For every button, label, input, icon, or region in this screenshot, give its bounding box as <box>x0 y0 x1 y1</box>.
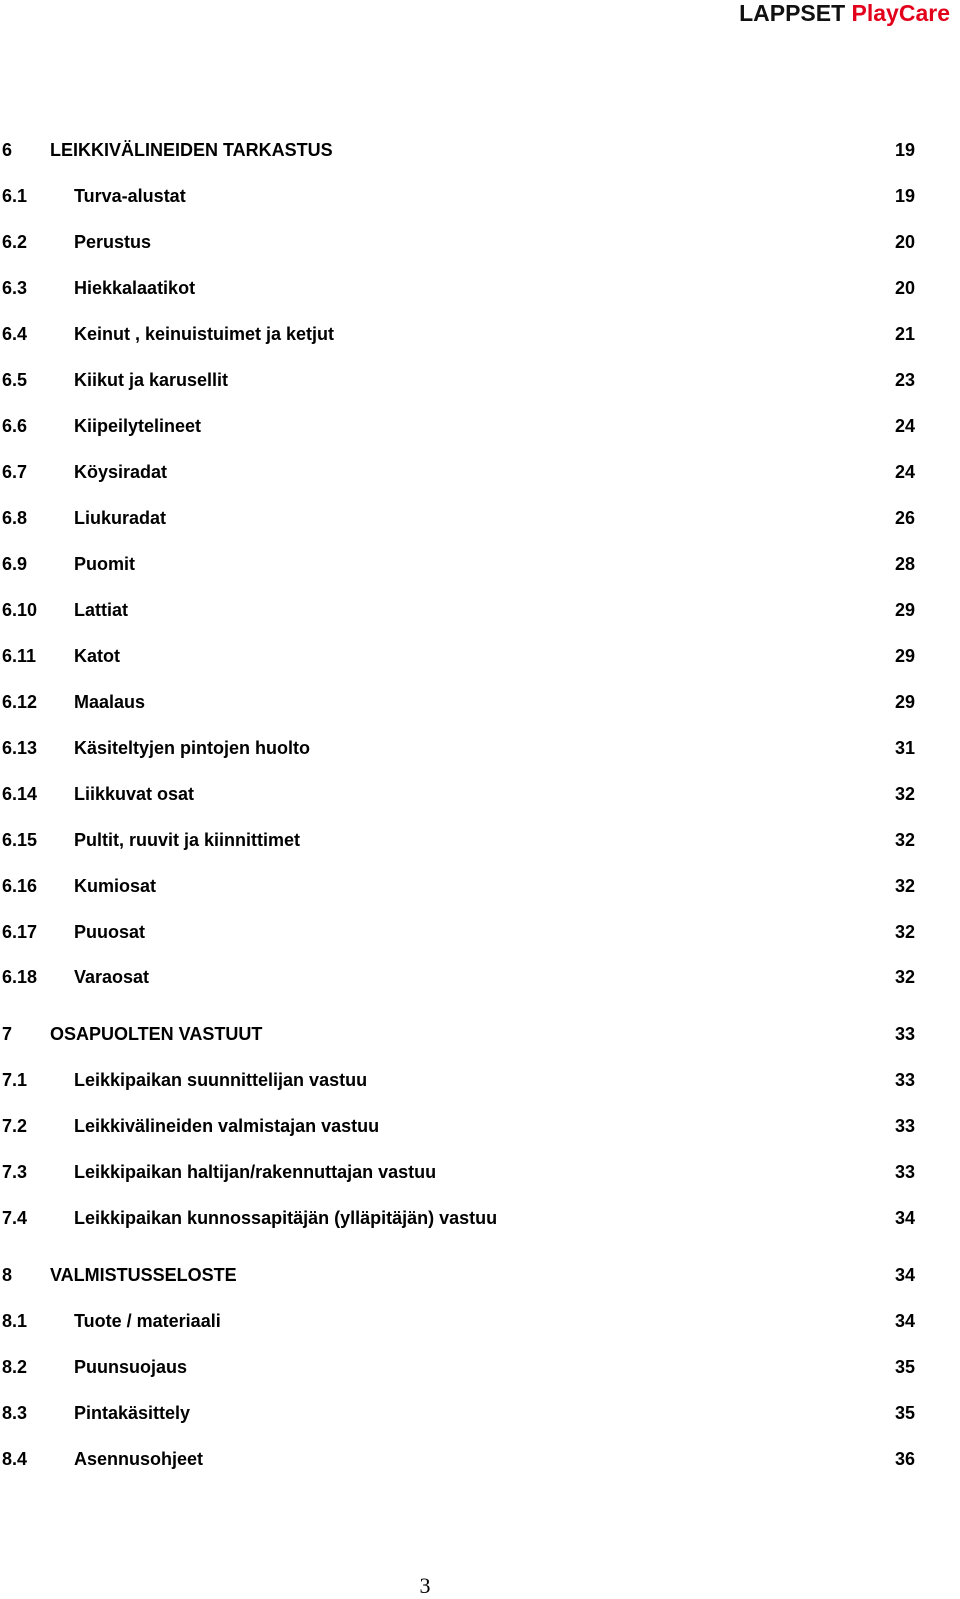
toc-entry-number: 6.5 <box>2 370 28 390</box>
toc-section-row[interactable] <box>0 781 920 807</box>
toc-entry-title: Liukuradat <box>74 508 167 528</box>
toc-entry-page: 24 <box>894 462 915 482</box>
toc-section-row[interactable] <box>0 919 920 945</box>
brand-name-lappset: LAPPSET <box>739 0 846 26</box>
toc-entry-page: 19 <box>894 186 915 206</box>
toc-entry-page: 32 <box>894 830 915 850</box>
toc-entry-number: 6.12 <box>2 692 38 712</box>
toc-entry-number: 7 <box>2 1024 13 1044</box>
toc-entry-page: 35 <box>894 1403 915 1423</box>
toc-entry-number: 6.18 <box>2 967 38 987</box>
toc-entry-number: 6.9 <box>2 554 28 574</box>
toc-entry-number: 6.1 <box>2 186 28 206</box>
toc-entry-number: 6.17 <box>2 922 38 942</box>
toc-entry-page: 32 <box>894 922 915 942</box>
toc-entry-title: Turva-alustat <box>74 186 186 206</box>
toc-entry-title: Leikkivälineiden valmistajan vastuu <box>74 1116 380 1136</box>
toc-entry-title: Leikkipaikan kunnossapitäjän (ylläpitäjän) vastuu <box>74 1208 498 1228</box>
toc-section-row[interactable] <box>0 551 920 577</box>
toc-chapter-row[interactable] <box>0 137 920 163</box>
toc-entry-number: 6.7 <box>2 462 28 482</box>
toc-section-row[interactable] <box>0 689 920 715</box>
toc-section-row[interactable] <box>0 183 920 209</box>
toc-entry-title: Leikkipaikan suunnittelijan vastuu <box>74 1070 368 1090</box>
toc-entry-title: Köysiradat <box>74 462 168 482</box>
toc-entry-number: 6.14 <box>2 784 38 804</box>
toc-entry-number: 6.13 <box>2 738 38 758</box>
toc-entry-title: Lattiat <box>74 600 128 620</box>
toc-entry-number: 8 <box>2 1265 13 1285</box>
toc-entry-page: 24 <box>894 416 915 436</box>
toc-entry-number: 7.3 <box>2 1162 28 1182</box>
toc-section-row[interactable] <box>0 735 920 761</box>
toc-entry-page: 35 <box>894 1357 915 1377</box>
toc-entry-title: Varaosat <box>74 967 150 987</box>
toc-entry-page: 32 <box>894 967 915 987</box>
toc-entry-title: Perustus <box>74 232 152 252</box>
toc-section-row[interactable] <box>0 321 920 347</box>
toc-entry-title: Puuosat <box>74 922 146 942</box>
toc-entry-page: 26 <box>894 508 915 528</box>
toc-section-row[interactable] <box>0 964 920 990</box>
toc-entry-number: 7.1 <box>2 1070 28 1090</box>
toc-section-row[interactable] <box>0 459 920 485</box>
toc-entry-number: 6.2 <box>2 232 28 252</box>
toc-section-row[interactable] <box>0 413 920 439</box>
toc-entry-title: Hiekkalaatikot <box>74 278 196 298</box>
toc-entry-number: 6.15 <box>2 830 38 850</box>
toc-chapter-row[interactable] <box>0 1262 920 1288</box>
toc-entry-page: 34 <box>894 1208 915 1228</box>
toc-entry-title: Pintakäsittely <box>74 1403 191 1423</box>
toc-entry-number: 8.4 <box>2 1449 28 1469</box>
toc-section-row[interactable] <box>0 275 920 301</box>
toc-entry-title: Puunsuojaus <box>74 1357 188 1377</box>
toc-section-row[interactable] <box>0 1159 920 1185</box>
toc-section-row[interactable] <box>0 597 920 623</box>
toc-section-row[interactable] <box>0 505 920 531</box>
toc-entry-title: OSAPUOLTEN VASTUUT <box>50 1024 263 1044</box>
brand-name-playcare: PlayCare <box>851 0 950 26</box>
toc-entry-page: 34 <box>894 1265 915 1285</box>
toc-entry-number: 6.3 <box>2 278 28 298</box>
toc-entry-page: 32 <box>894 784 915 804</box>
toc-entry-title: Liikkuvat osat <box>74 784 195 804</box>
toc-entry-number: 7.4 <box>2 1208 28 1228</box>
toc-section-row[interactable] <box>0 1446 920 1472</box>
toc-entry-page: 29 <box>894 692 915 712</box>
toc-entry-page: 34 <box>894 1311 915 1331</box>
toc-entry-page: 33 <box>894 1116 915 1136</box>
toc-entry-title: Kiipeilytelineet <box>74 416 202 436</box>
toc-entry-title: VALMISTUSSELOSTE <box>50 1265 237 1285</box>
toc-entry-page: 29 <box>894 646 915 666</box>
toc-entry-title: Keinut , keinuistuimet ja ketjut <box>74 324 335 344</box>
toc-section-row[interactable] <box>0 367 920 393</box>
toc-entry-number: 6.6 <box>2 416 28 436</box>
toc-entry-title: Puomit <box>74 554 135 574</box>
toc-entry-number: 8.3 <box>2 1403 28 1423</box>
toc-entry-title: Kiikut ja karusellit <box>74 370 229 390</box>
toc-entry-title: Kumiosat <box>74 876 157 896</box>
toc-entry-number: 6.11 <box>2 646 37 666</box>
toc-entry-title: Pultit, ruuvit ja kiinnittimet <box>74 830 301 850</box>
toc-entry-page: 33 <box>894 1070 915 1090</box>
toc-entry-number: 6.16 <box>2 876 38 896</box>
toc-entry-title: Maalaus <box>74 692 146 712</box>
toc-section-row[interactable] <box>0 643 920 669</box>
toc-section-row[interactable] <box>0 1113 920 1139</box>
toc-section-row[interactable] <box>0 1205 920 1231</box>
toc-entry-page: 36 <box>894 1449 915 1469</box>
toc-entry-number: 6.8 <box>2 508 28 528</box>
toc-section-row[interactable] <box>0 1400 920 1426</box>
toc-entry-page: 33 <box>894 1024 915 1044</box>
toc-entry-title: Asennusohjeet <box>74 1449 204 1469</box>
toc-section-row[interactable] <box>0 827 920 853</box>
toc-section-row[interactable] <box>0 1308 920 1334</box>
toc-section-row[interactable] <box>0 229 920 255</box>
toc-chapter-row[interactable] <box>0 1021 920 1047</box>
toc-entry-title: Leikkipaikan haltijan/rakennuttajan vastuu <box>74 1162 437 1182</box>
toc-entry-number: 8.2 <box>2 1357 28 1377</box>
toc-section-row[interactable] <box>0 873 920 899</box>
toc-entry-title: LEIKKIVÄLINEIDEN TARKASTUS <box>50 140 333 160</box>
page-number: 3 <box>419 1573 431 1598</box>
toc-entry-number: 6.10 <box>2 600 38 620</box>
toc-entry-number: 6 <box>2 140 13 160</box>
toc-entry-number: 6.4 <box>2 324 28 344</box>
toc-entry-number: 7.2 <box>2 1116 28 1136</box>
toc-entry-page: 33 <box>894 1162 915 1182</box>
toc-entry-page: 20 <box>894 232 915 252</box>
toc-entry-page: 21 <box>894 324 915 344</box>
toc-entry-title: Katot <box>74 646 120 666</box>
toc-section-row[interactable] <box>0 1067 920 1093</box>
toc-entry-page: 31 <box>894 738 915 758</box>
toc-entry-page: 28 <box>894 554 915 574</box>
toc-entry-title: Käsiteltyjen pintojen huolto <box>74 738 311 758</box>
toc-entry-page: 19 <box>894 140 915 160</box>
toc-entry-page: 23 <box>894 370 915 390</box>
toc-entry-number: 8.1 <box>2 1311 28 1331</box>
toc-entry-page: 20 <box>894 278 915 298</box>
toc-entry-page: 29 <box>894 600 915 620</box>
toc-section-row[interactable] <box>0 1354 920 1380</box>
toc-entry-page: 32 <box>894 876 915 896</box>
toc-entry-title: Tuote / materiaali <box>74 1311 221 1331</box>
